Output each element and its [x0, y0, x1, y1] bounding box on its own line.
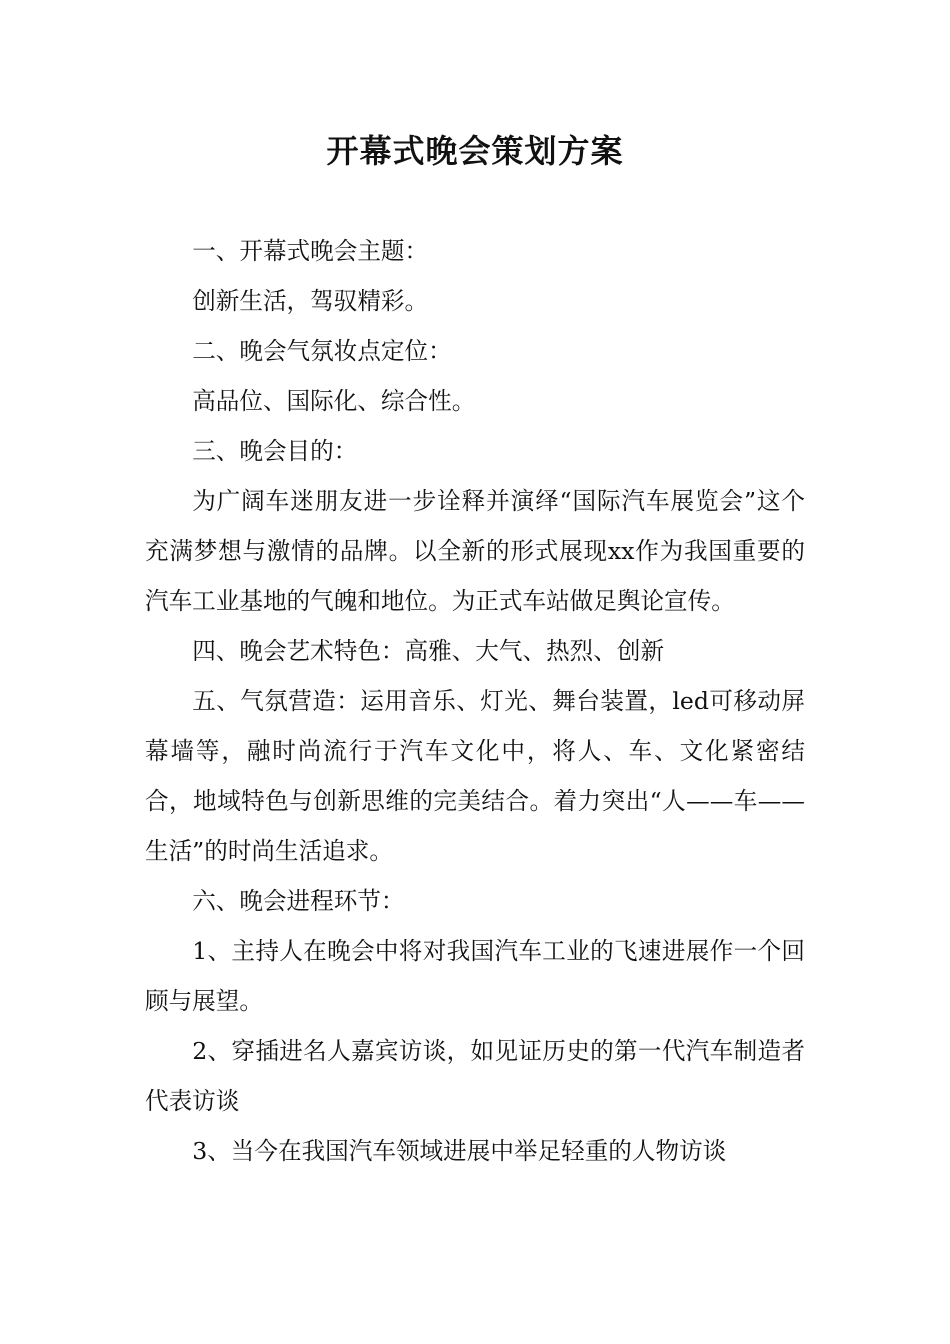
- section-heading-atmosphere: 五、气氛营造：运用音乐、灯光、舞台装置，led可移动屏幕墙等，融时尚流行于汽车文化中，将人、车、文化紧密结合，地域特色与创新思维的完美结合。着力突出“人——车——生活”的时尚生活追求。: [145, 687, 805, 865]
- list-item-key-figures: 3、当今在我国汽车领域进展中举足轻重的人物访谈: [192, 1137, 727, 1165]
- paragraph-positioning: 高品位、国际化、综合性。: [192, 387, 476, 415]
- document-body: [145, 226, 805, 1176]
- paragraph-purpose: 为广阔车迷朋友进一步诠释并演绎“国际汽车展览会”这个充满梦想与激情的品牌。以全新的形式展现xx作为我国重要的汽车工业基地的气魄和地位。为正式车站做足舆论宣传。: [145, 487, 805, 615]
- section-heading-theme: 一、开幕式晚会主题：: [192, 237, 429, 265]
- section-heading-positioning: 二、晚会气氛妆点定位：: [192, 337, 452, 365]
- document-title: 开幕式晚会策划方案: [326, 132, 624, 170]
- list-item-guest-interview: 2、穿插进名人嘉宾访谈，如见证历史的第一代汽车制造者代表访谈: [145, 1037, 805, 1115]
- section-heading-process: 六、晚会进程环节：: [192, 887, 405, 915]
- list-item-host: 1、主持人在晚会中将对我国汽车工业的飞速进展作一个回顾与展望。: [145, 937, 805, 1015]
- section-heading-art-features: 四、晚会艺术特色：高雅、大气、热烈、创新: [192, 637, 665, 665]
- paragraph-theme: 创新生活，驾驭精彩。: [192, 287, 429, 315]
- section-heading-purpose: 三、晚会目的：: [192, 437, 358, 465]
